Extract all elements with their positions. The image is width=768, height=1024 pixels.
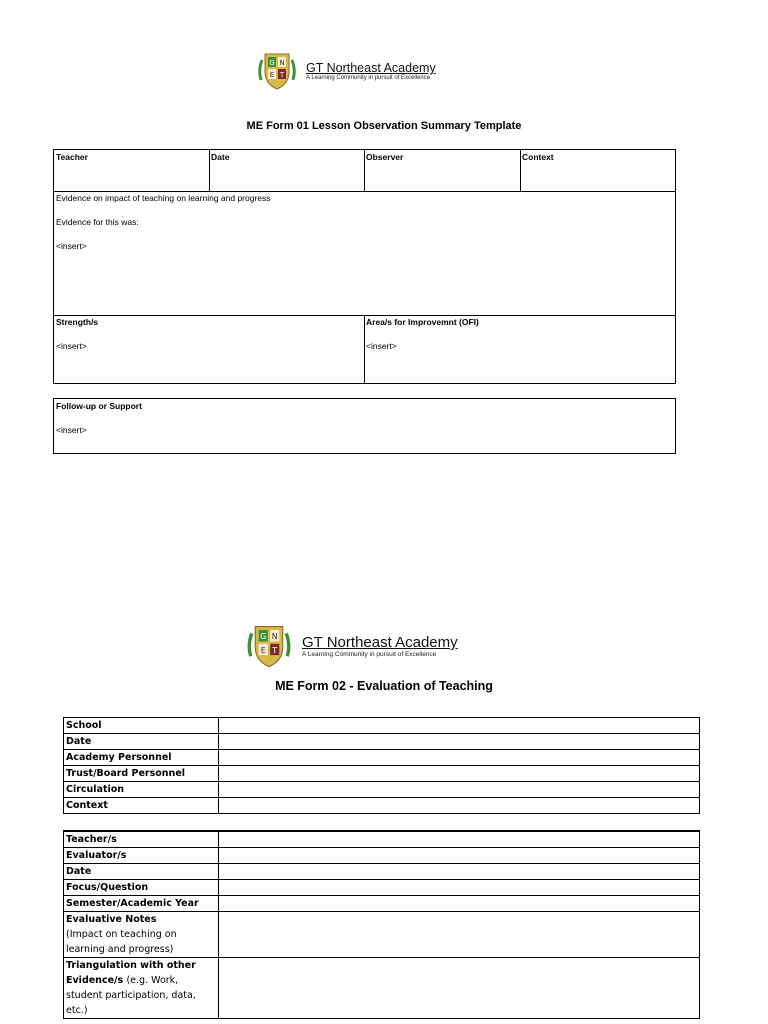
- field-label: Teacher/s: [64, 831, 219, 848]
- notes-sub: (Impact on teaching on learning and progress): [66, 929, 177, 955]
- academy-tagline: A Learning Community in pursuit of Excellence: [306, 75, 431, 81]
- field-label: Trust/Board Personnel: [64, 766, 219, 782]
- strengths-cell[interactable]: [54, 315, 364, 353]
- notes-label: Evaluative Notes: [66, 914, 157, 925]
- form01-main-grid: [53, 149, 676, 384]
- field-value-circulation[interactable]: [219, 782, 700, 798]
- form01-title: ME Form 01 Lesson Observation Summary Template: [246, 120, 522, 132]
- evidence-insert: <insert>: [56, 241, 87, 251]
- table-row: [64, 864, 700, 880]
- followup-insert: <insert>: [56, 425, 87, 435]
- context-cell[interactable]: [520, 150, 675, 164]
- date-cell[interactable]: [209, 150, 364, 164]
- field-value-notes[interactable]: [219, 912, 700, 958]
- academy-name: GT Northeast Academy: [306, 61, 436, 75]
- academy-crest-icon: [244, 622, 294, 670]
- table-row: [64, 896, 700, 912]
- field-label: Date: [64, 864, 219, 880]
- strengths-insert: <insert>: [56, 341, 87, 351]
- academy-crest-icon: [256, 50, 298, 92]
- evidence-line2: Evidence for this was:: [56, 217, 139, 227]
- form02-logo: [244, 622, 458, 670]
- field-value-context[interactable]: [219, 798, 700, 814]
- svg-text:G: G: [260, 632, 267, 642]
- field-value-semester[interactable]: [219, 896, 700, 912]
- field-value-date[interactable]: [219, 734, 700, 750]
- table-row: [64, 782, 700, 798]
- svg-text:G: G: [269, 59, 275, 67]
- form02-table-2: [63, 830, 700, 1019]
- observer-cell[interactable]: [364, 150, 520, 164]
- improvement-insert: <insert>: [366, 341, 397, 351]
- field-value-focus[interactable]: [219, 880, 700, 896]
- svg-text:N: N: [271, 632, 278, 642]
- form01-logo: [256, 50, 436, 92]
- field-value-school[interactable]: [219, 718, 700, 734]
- table-row: [64, 880, 700, 896]
- evaluative-notes-label: [64, 912, 219, 958]
- field-label: Context: [64, 798, 219, 814]
- table-row: [64, 958, 700, 1019]
- form02-title: ME Form 02 - Evaluation of Teaching: [275, 679, 493, 693]
- field-label: Focus/Question: [64, 880, 219, 896]
- table-row: [64, 912, 700, 958]
- svg-text:T: T: [279, 71, 285, 79]
- followup-label: Follow-up or Support: [56, 401, 142, 411]
- improvement-label: Area/s for Improvemnt (OFI): [366, 317, 479, 327]
- table-row: [64, 766, 700, 782]
- evidence-label: Evidence on impact of teaching on learning and progress: [56, 193, 271, 203]
- triangulation-label-cell: [64, 958, 219, 1019]
- date-label: Date: [211, 152, 230, 162]
- teacher-label: Teacher: [56, 152, 88, 162]
- evidence-cell[interactable]: [54, 191, 675, 253]
- field-value-evaluators[interactable]: [219, 848, 700, 864]
- triangulation-label: Triangulation with other Evidence/s: [66, 960, 196, 986]
- academy-tagline-2: A Learning Community in pursuit of Excellence: [302, 651, 437, 658]
- followup-box[interactable]: [53, 398, 676, 454]
- field-value-triangulation[interactable]: [219, 958, 700, 1019]
- table-row: [64, 798, 700, 814]
- field-value-teachers[interactable]: [219, 831, 700, 848]
- field-label: Evaluator/s: [64, 848, 219, 864]
- svg-text:E: E: [260, 645, 266, 655]
- strengths-label: Strength/s: [56, 317, 99, 327]
- field-value-trust-board[interactable]: [219, 766, 700, 782]
- table-row: [64, 734, 700, 750]
- table-row: [64, 718, 700, 734]
- svg-text:T: T: [272, 645, 278, 655]
- academy-name-2: GT Northeast Academy: [302, 634, 458, 651]
- observer-label: Observer: [366, 152, 404, 162]
- field-label: Circulation: [64, 782, 219, 798]
- context-label: Context: [522, 152, 554, 162]
- field-value-date-2[interactable]: [219, 864, 700, 880]
- improvement-cell[interactable]: [364, 315, 675, 353]
- triangulation-sub: (e.g. Work, student participation, data, etc.): [66, 975, 196, 1016]
- svg-text:E: E: [269, 71, 275, 79]
- field-label: School: [64, 718, 219, 734]
- table-row: [64, 848, 700, 864]
- teacher-cell[interactable]: [54, 150, 209, 164]
- field-label: Date: [64, 734, 219, 750]
- field-label: Academy Personnel: [64, 750, 219, 766]
- field-value-academy-personnel[interactable]: [219, 750, 700, 766]
- svg-text:N: N: [279, 59, 285, 67]
- table-row: [64, 831, 700, 848]
- table-row: [64, 750, 700, 766]
- form02-table-1: [63, 717, 700, 814]
- field-label: Semester/Academic Year: [64, 896, 219, 912]
